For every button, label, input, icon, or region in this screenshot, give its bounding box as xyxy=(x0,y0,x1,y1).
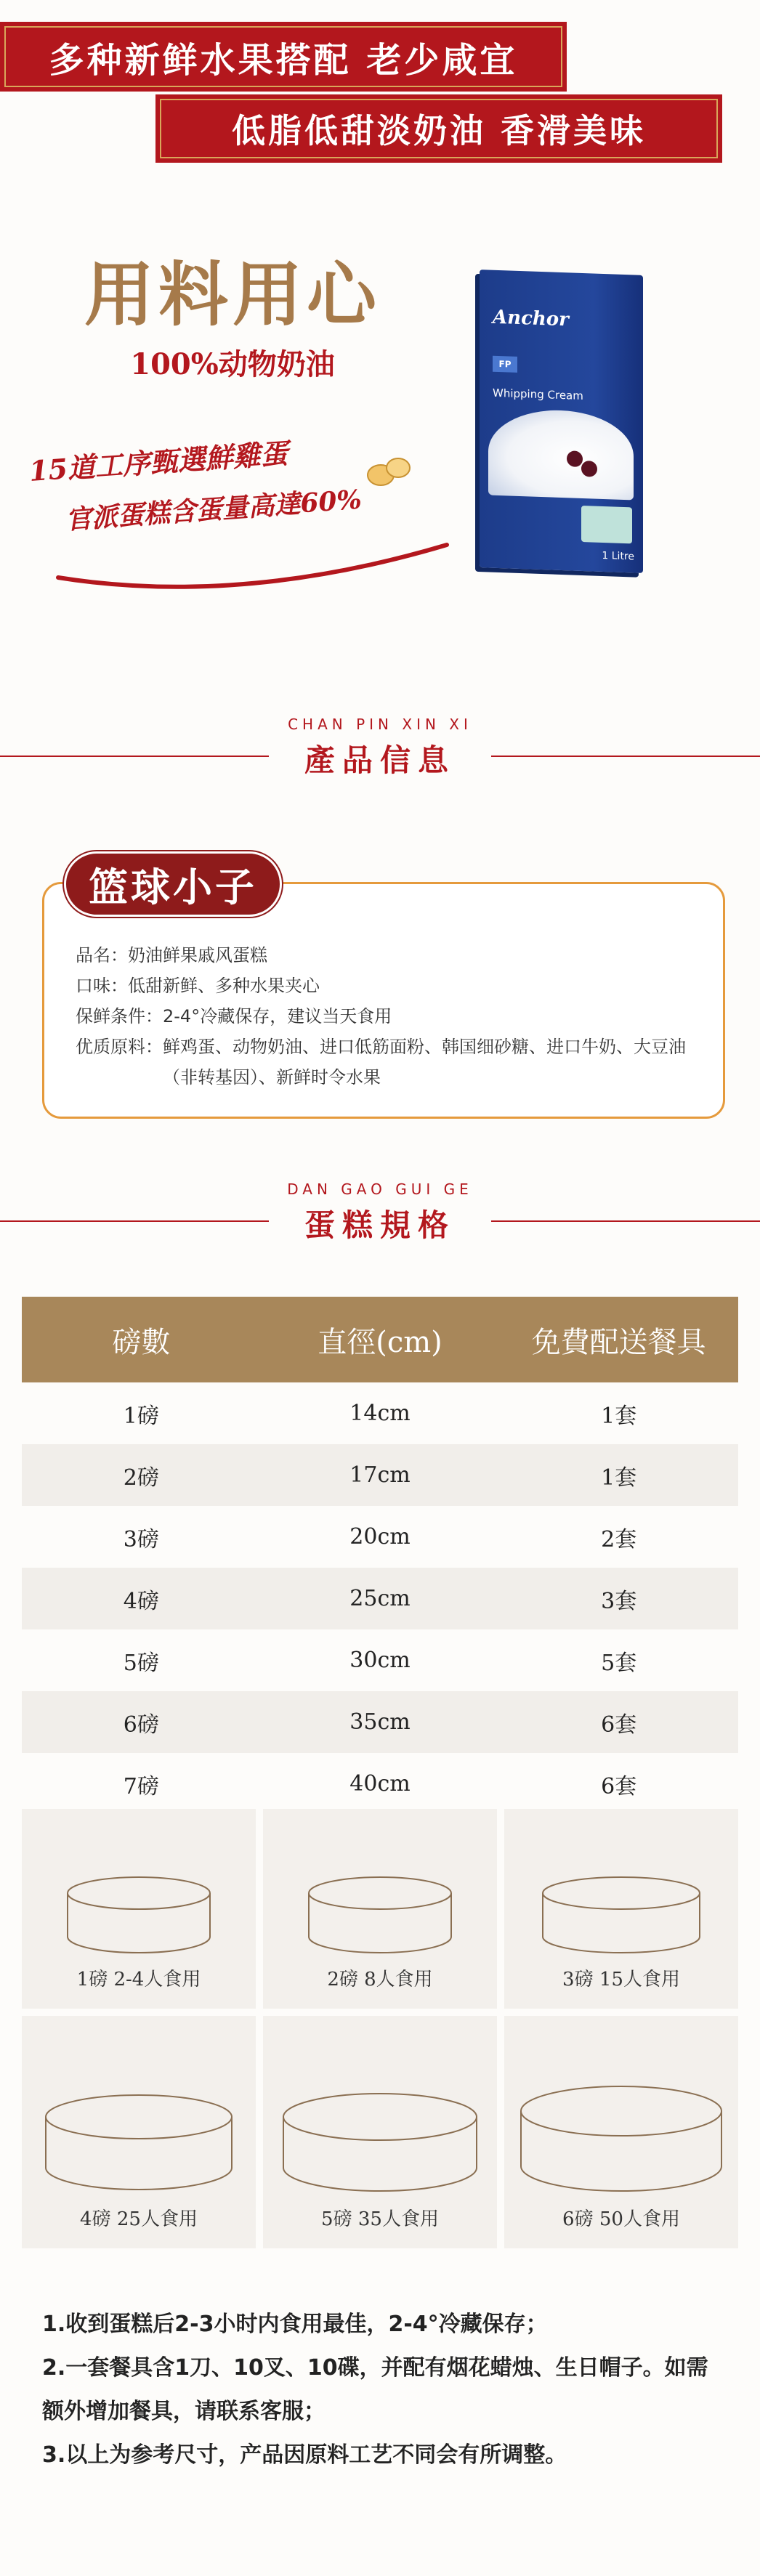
size-card xyxy=(22,2016,256,2248)
size-card xyxy=(504,2016,738,2248)
table-row: 1磅 14cm 1套 xyxy=(123,1401,637,1429)
info-row-ingredients: 优质原料： 鲜鸡蛋、动物奶油、进口低筋面粉、韩国细砂糖、进口牛奶、大豆油（非转基因）、新鲜时令水果 xyxy=(76,1037,686,1087)
size-card xyxy=(263,1809,497,2009)
note-item: 1.收到蛋糕后2-3小时内食用最佳，2-4°冷藏保存； xyxy=(42,2312,548,2337)
size-card xyxy=(263,2016,497,2248)
banner-line-1: 多种新鲜水果搭配 老少咸宜 xyxy=(0,22,567,92)
banner-line-2: 低脂低甜淡奶油 香滑美味 xyxy=(155,94,722,163)
size-label: 3磅 15人食用 xyxy=(562,1969,680,1990)
size-card xyxy=(504,1809,738,2009)
size-label: 5磅 35人食用 xyxy=(321,2208,439,2230)
table-row: 3磅 20cm 2套 xyxy=(123,1524,637,1552)
carton-product-name: Whipping Cream xyxy=(493,386,583,403)
cake-outline-icon xyxy=(59,1870,219,1964)
section-info-title: 產品信息 xyxy=(304,742,456,778)
table-row: 7磅 40cm 6套 xyxy=(123,1771,637,1799)
header-diameter: 直徑(cm) xyxy=(318,1325,442,1359)
cake-outline-icon xyxy=(512,2081,730,2204)
size-label: 4磅 25人食用 xyxy=(80,2208,198,2230)
info-row-storage: 保鲜条件： 2-4°冷藏保存，建议当天食用 xyxy=(76,1006,392,1026)
carton-fp-badge: FP xyxy=(493,356,517,373)
cake-outline-icon xyxy=(300,1870,460,1964)
size-card xyxy=(22,1809,256,2009)
slogan-eggs: 15道工序甄選鮮雞蛋 xyxy=(28,437,289,487)
cake-outline-icon xyxy=(534,1870,708,1964)
size-label: 1磅 2-4人食用 xyxy=(76,1969,201,1990)
slogan-egg-content: 官派蛋糕含蛋量高達60% xyxy=(64,484,363,535)
ingredients-subheading: 100%动物奶油 xyxy=(130,347,335,381)
header-tableware: 免費配送餐具 xyxy=(531,1325,706,1359)
cake-outline-icon xyxy=(37,2088,240,2204)
cake-outline-icon xyxy=(275,2088,485,2204)
carton-volume: 1 Litre xyxy=(602,549,634,563)
section-spec-title: 蛋糕規格 xyxy=(304,1207,456,1243)
info-row-flavor: 口味： 低甜新鲜、多种水果夹心 xyxy=(76,976,320,996)
section-spec-pinyin: DAN GAO GUI GE xyxy=(287,1180,473,1198)
header-weight: 磅數 xyxy=(112,1325,171,1359)
berry-icon xyxy=(567,450,583,467)
product-name-badge: 篮球小子 xyxy=(64,851,282,917)
table-row: 6磅 35cm 6套 xyxy=(22,1691,738,1753)
cream-carton-image xyxy=(480,270,643,573)
carton-cream-photo xyxy=(488,408,634,500)
swoosh-decoration xyxy=(51,538,458,596)
ingredients-heading: 用料用心 xyxy=(84,254,381,336)
size-label: 2磅 8人食用 xyxy=(327,1969,433,1990)
product-info-list xyxy=(76,940,715,1093)
eggs-icon xyxy=(360,449,419,493)
size-label: 6磅 50人食用 xyxy=(562,2208,680,2230)
table-row: 4磅 25cm 3套 xyxy=(22,1568,738,1629)
notes-list xyxy=(42,2303,725,2477)
carton-info-panel xyxy=(581,506,632,543)
spec-table xyxy=(22,1297,738,1815)
carton-brand: Anchor xyxy=(493,306,569,331)
section-info-pinyin: CHAN PIN XIN XI xyxy=(288,716,472,733)
table-row: 2磅 17cm 1套 xyxy=(22,1444,738,1506)
info-row-name: 品名： 奶油鲜果戚风蛋糕 xyxy=(76,945,267,965)
berry-icon xyxy=(581,461,597,477)
table-row: 5磅 30cm 5套 xyxy=(123,1648,637,1676)
note-item: 2.一套餐具含1刀、10叉、10碟，并配有烟花蜡烛、生日帽子。如需额外增加餐具，请联系客服； xyxy=(42,2355,708,2424)
spec-table-header xyxy=(22,1297,738,1382)
note-item: 3.以上为参考尺寸，产品因原料工艺不同会有所调整。 xyxy=(42,2442,567,2468)
